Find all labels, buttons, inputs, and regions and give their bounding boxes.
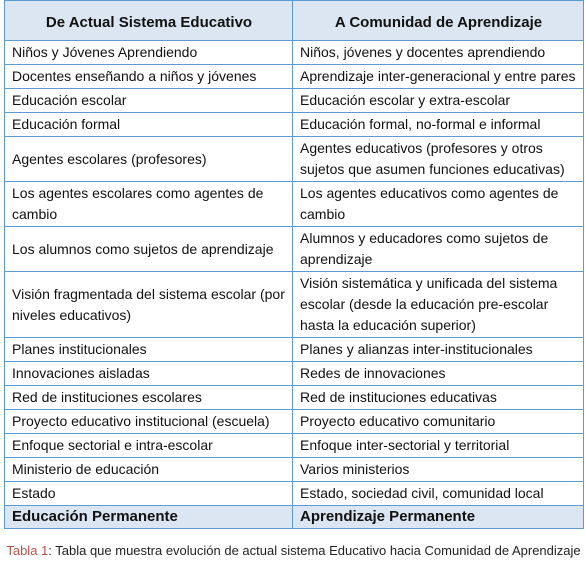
cell-comunidad-aprendizaje: Estado, sociedad civil, comunidad local xyxy=(293,482,584,506)
cell-actual-sistema: Agentes escolares (profesores) xyxy=(5,137,293,182)
cell-actual-sistema: Visión fragmentada del sistema escolar (por niveles educativos) xyxy=(5,272,293,338)
table-row xyxy=(5,137,584,182)
cell-comunidad-aprendizaje: Redes de innovaciones xyxy=(293,362,584,386)
comparison-table xyxy=(4,0,584,529)
table-row xyxy=(5,362,584,386)
cell-comunidad-aprendizaje: Planes y alianzas inter-institucionales xyxy=(293,338,584,362)
cell-comunidad-aprendizaje: Visión sistemática y unificada del sistema escolar (desde la educación pre-escolar hasta la educación superior) xyxy=(293,272,584,338)
footer-aprendizaje-permanente: Aprendizaje Permanente xyxy=(293,506,584,529)
cell-actual-sistema: Docentes enseñando a niños y jóvenes xyxy=(5,65,293,89)
comparison-table-container xyxy=(4,0,583,529)
cell-actual-sistema: Niños y Jóvenes Aprendiendo xyxy=(5,41,293,65)
table-row xyxy=(5,272,584,338)
cell-comunidad-aprendizaje: Aprendizaje inter-generacional y entre pares xyxy=(293,65,584,89)
cell-actual-sistema: Ministerio de educación xyxy=(5,458,293,482)
cell-actual-sistema: Proyecto educativo institucional (escuela) xyxy=(5,410,293,434)
cell-actual-sistema: Estado xyxy=(5,482,293,506)
cell-actual-sistema: Planes institucionales xyxy=(5,338,293,362)
cell-actual-sistema: Innovaciones aisladas xyxy=(5,362,293,386)
table-row xyxy=(5,113,584,137)
cell-comunidad-aprendizaje: Proyecto educativo comunitario xyxy=(293,410,584,434)
cell-actual-sistema: Educación escolar xyxy=(5,89,293,113)
table-row xyxy=(5,65,584,89)
cell-actual-sistema: Red de instituciones escolares xyxy=(5,386,293,410)
table-row xyxy=(5,458,584,482)
cell-comunidad-aprendizaje: Niños, jóvenes y docentes aprendiendo xyxy=(293,41,584,65)
table-caption xyxy=(4,541,583,560)
table-row xyxy=(5,434,584,458)
caption-text: : Tabla que muestra evolución de actual sistema Educativo hacia Comunidad de Aprendizaje xyxy=(48,543,581,558)
cell-comunidad-aprendizaje: Educación escolar y extra-escolar xyxy=(293,89,584,113)
table-row xyxy=(5,410,584,434)
footer-educacion-permanente: Educación Permanente xyxy=(5,506,293,529)
table-header-row xyxy=(5,1,584,41)
table-row xyxy=(5,89,584,113)
cell-comunidad-aprendizaje: Agentes educativos (profesores y otros sujetos que asumen funciones educativas) xyxy=(293,137,584,182)
table-row xyxy=(5,386,584,410)
cell-comunidad-aprendizaje: Enfoque inter-sectorial y territorial xyxy=(293,434,584,458)
caption-label: Tabla 1 xyxy=(6,543,49,558)
table-row xyxy=(5,338,584,362)
cell-actual-sistema: Educación formal xyxy=(5,113,293,137)
header-comunidad-aprendizaje: A Comunidad de Aprendizaje xyxy=(293,1,584,41)
cell-comunidad-aprendizaje: Varios ministerios xyxy=(293,458,584,482)
cell-comunidad-aprendizaje: Los agentes educativos como agentes de cambio xyxy=(293,182,584,227)
cell-actual-sistema: Enfoque sectorial e intra-escolar xyxy=(5,434,293,458)
table-row xyxy=(5,227,584,272)
cell-actual-sistema: Los alumnos como sujetos de aprendizaje xyxy=(5,227,293,272)
cell-comunidad-aprendizaje: Educación formal, no-formal e informal xyxy=(293,113,584,137)
cell-actual-sistema: Los agentes escolares como agentes de cambio xyxy=(5,182,293,227)
header-actual-sistema: De Actual Sistema Educativo xyxy=(5,1,293,41)
table-row xyxy=(5,482,584,506)
table-footer-row xyxy=(5,506,584,529)
table-row xyxy=(5,41,584,65)
table-row xyxy=(5,182,584,227)
cell-comunidad-aprendizaje: Red de instituciones educativas xyxy=(293,386,584,410)
table-body xyxy=(5,41,584,506)
cell-comunidad-aprendizaje: Alumnos y educadores como sujetos de aprendizaje xyxy=(293,227,584,272)
